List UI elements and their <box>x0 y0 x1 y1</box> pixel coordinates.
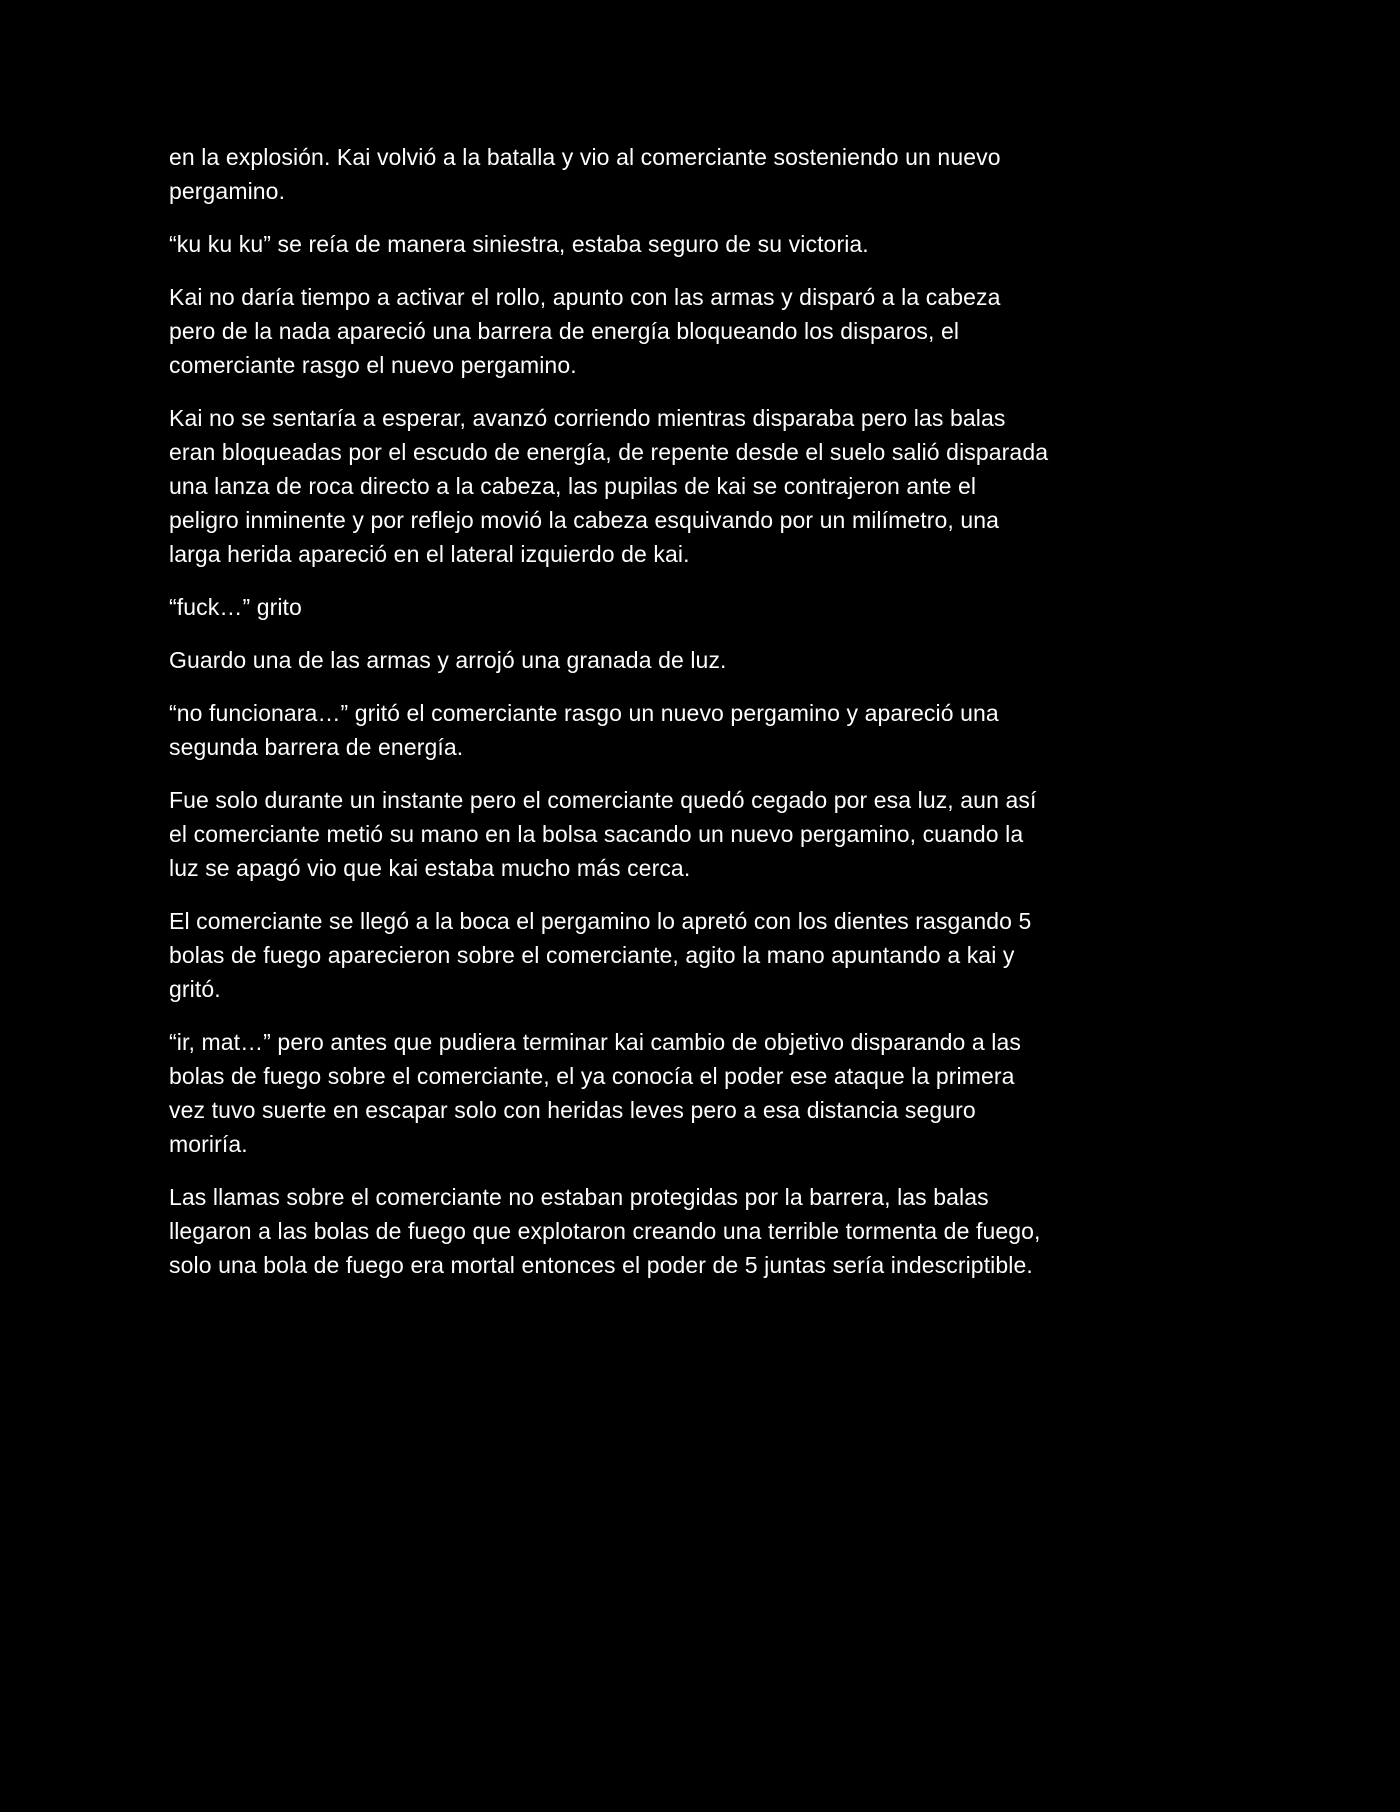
paragraph: Kai no daría tiempo a activar el rollo, apunto con las armas y disparó a la cabeza pero de la nada apareció una barrera de energía bloqueando los disparos, el comerciante rasgo el nuevo pergamino. <box>169 284 1001 378</box>
paragraph: “no funcionara…” gritó el comerciante rasgo un nuevo pergamino y apareció una segunda barrera de energía. <box>169 700 999 760</box>
paragraph: en la explosión. Kai volvió a la batalla y vio al comerciante sosteniendo un nuevo pergamino. <box>169 144 1001 204</box>
paragraph: “ir, mat…” pero antes que pudiera terminar kai cambio de objetivo disparando a las bolas de fuego sobre el comerciante, el ya conocía el poder ese ataque la primera vez tuvo suerte en escapar solo con heridas leves pero a esa distancia seguro moriría. <box>169 1029 1021 1157</box>
paragraph: Kai no se sentaría a esperar, avanzó corriendo mientras disparaba pero las balas eran bloqueadas por el escudo de energía, de repente desde el suelo salió disparada una lanza de roca directo a la cabeza, las pupilas de kai se contrajeron ante el peligro inminente y por reflejo movió la cabeza esquivando por un milímetro, una larga herida apareció en el lateral izquierdo de kai. <box>169 405 1049 567</box>
paragraph: “fuck…” grito <box>169 594 302 620</box>
paragraph: Fue solo durante un instante pero el comerciante quedó cegado por esa luz, aun así el comerciante metió su mano en la bolsa sacando un nuevo pergamino, cuando la luz se apagó vio que kai estaba mucho más cerca. <box>169 787 1037 881</box>
paragraph: Guardo una de las armas y arrojó una granada de luz. <box>169 647 727 673</box>
paragraph: “ku ku ku” se reía de manera siniestra, estaba seguro de su victoria. <box>169 231 869 257</box>
paragraph: El comerciante se llegó a la boca el pergamino lo apretó con los dientes rasgando 5 bolas de fuego aparecieron sobre el comerciante, agito la mano apuntando a kai y gritó. <box>169 908 1032 1002</box>
paragraph: Las llamas sobre el comerciante no estaban protegidas por la barrera, las balas llegaron a las bolas de fuego que explotaron creando una terrible tormenta de fuego, solo una bola de fuego era mortal entonces el poder de 5 juntas sería indescriptible. <box>169 1184 1041 1278</box>
text-column <box>169 140 1049 1301</box>
